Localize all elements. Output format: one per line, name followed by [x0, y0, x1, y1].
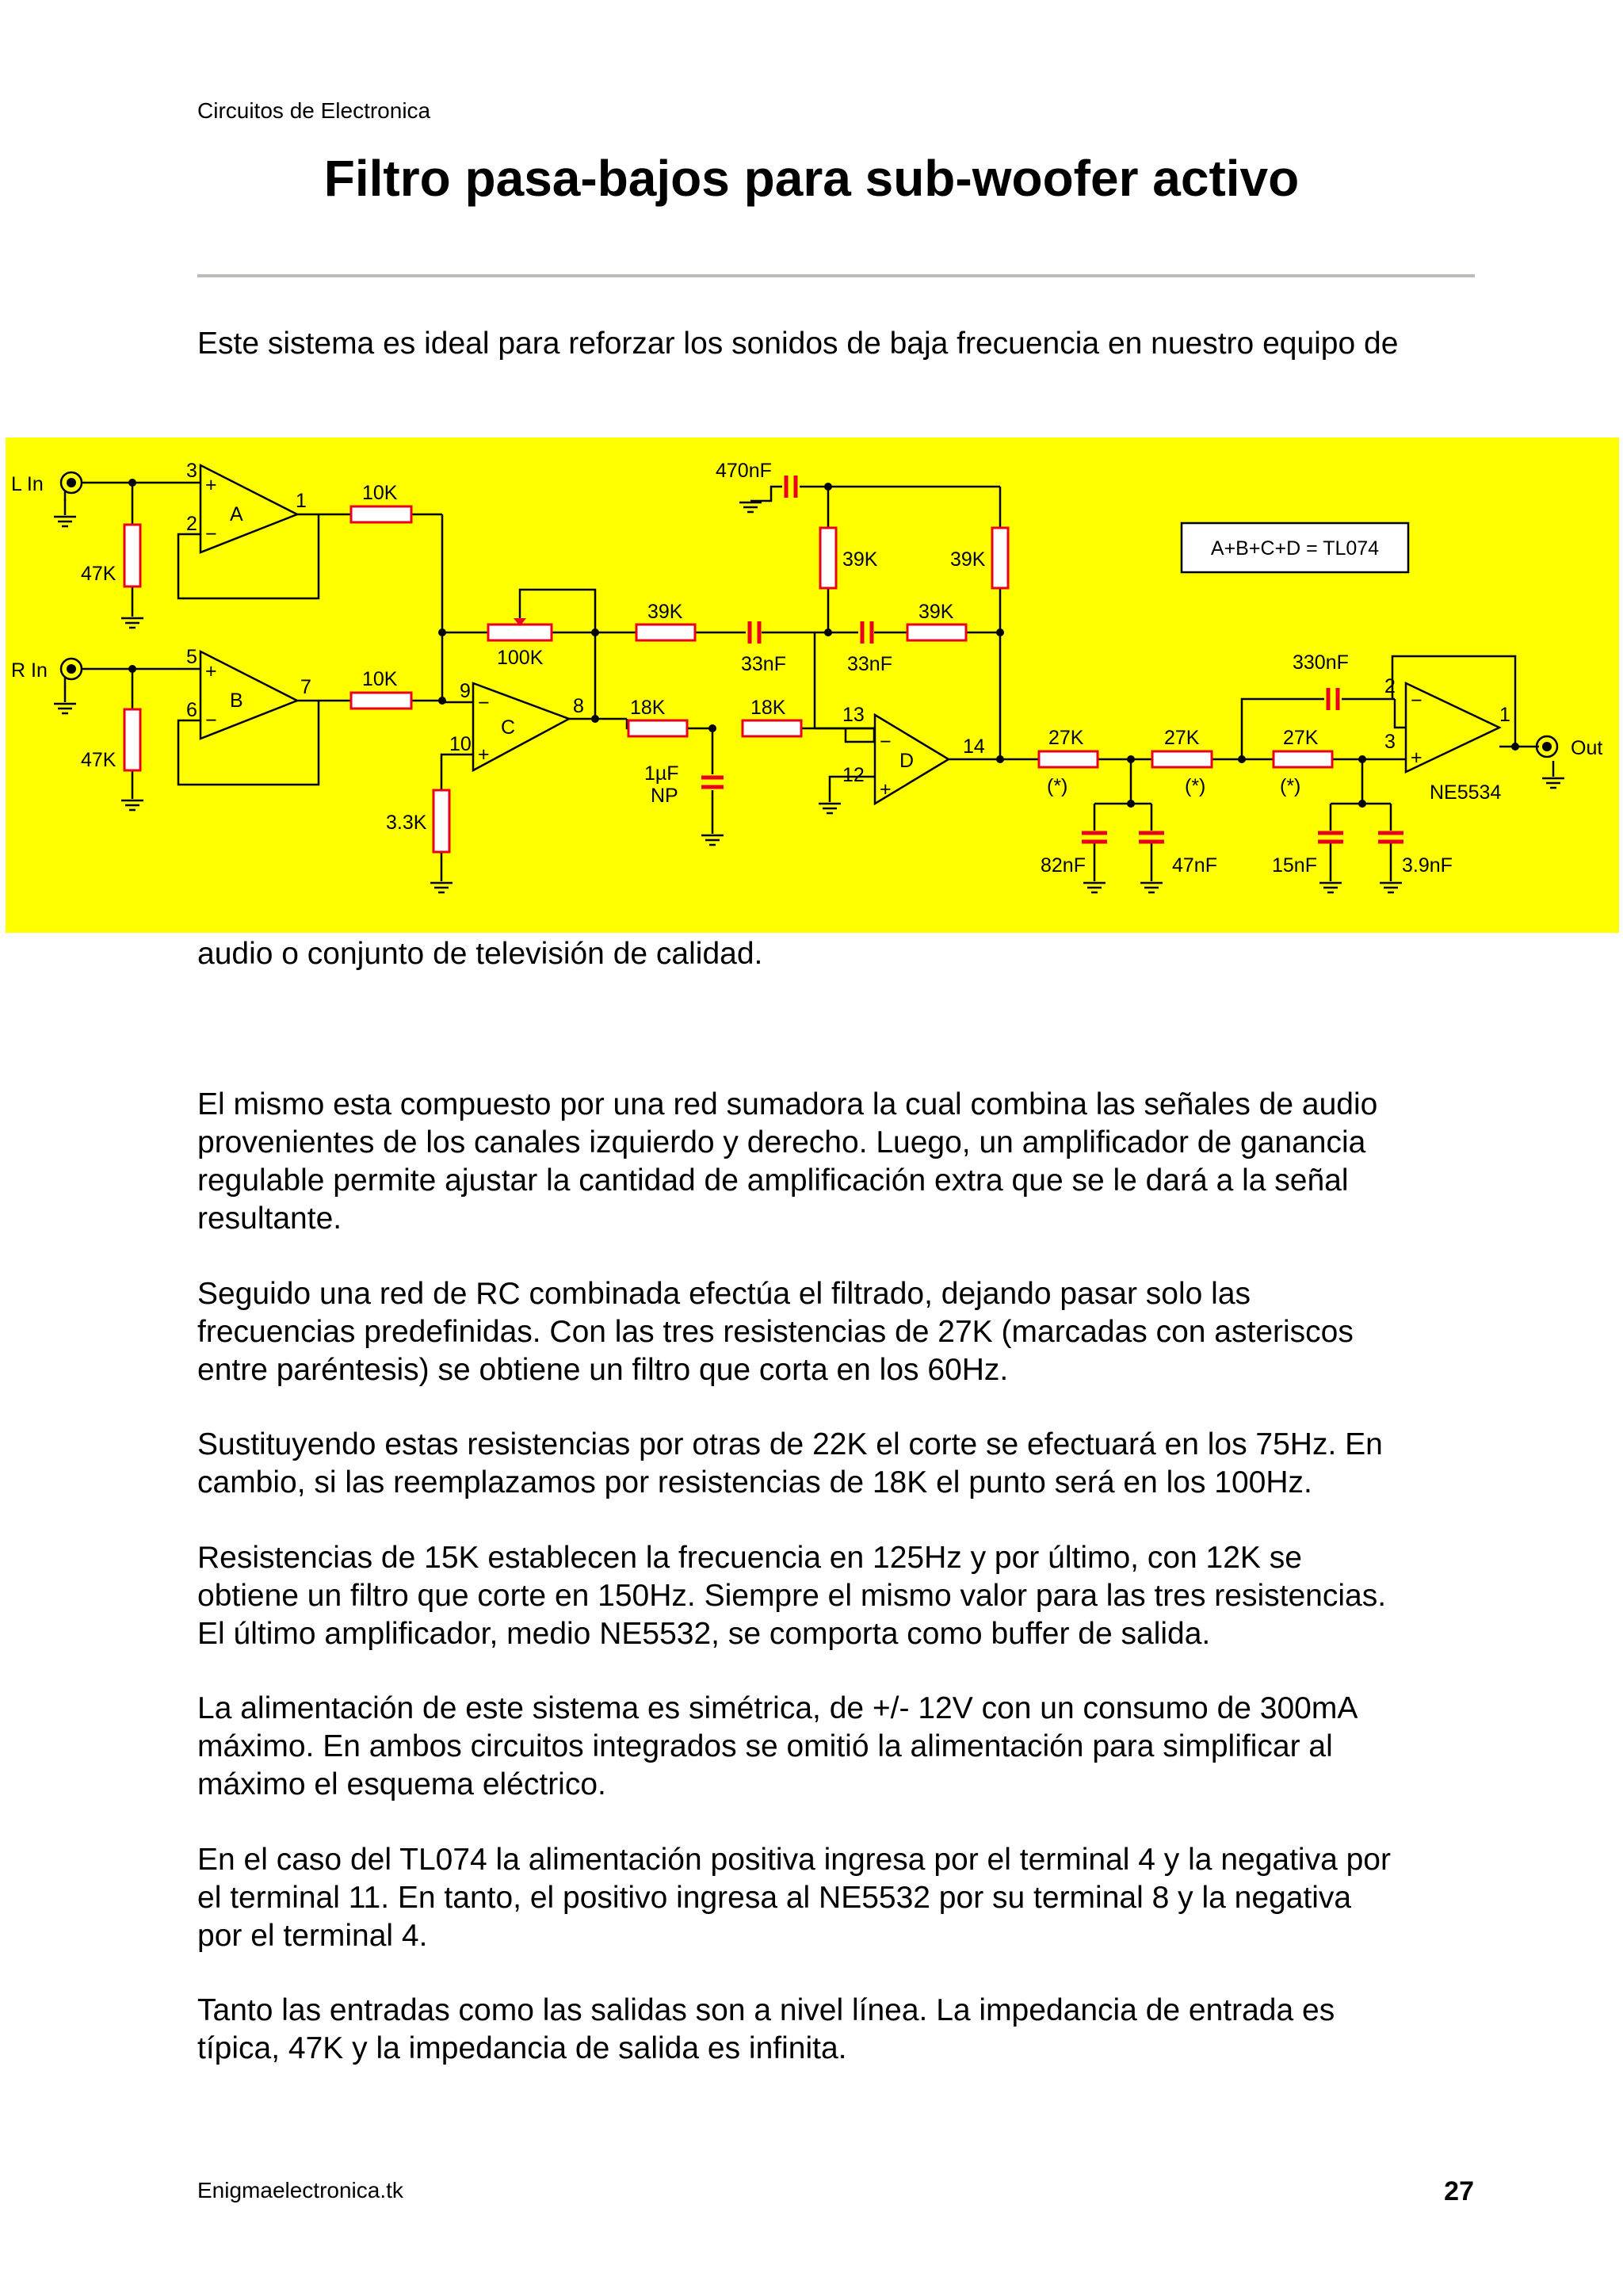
value-15nf: 15nF — [1272, 854, 1317, 877]
p4-line-3: El último amplificador, medio NE5532, se comporta como buffer de salida. — [197, 1617, 1211, 1651]
value-27k-3: 27K — [1283, 727, 1319, 749]
asterisk-1: (*) — [1047, 775, 1068, 797]
input-right-jack-icon — [61, 659, 82, 687]
value-10k-b: 10K — [362, 668, 398, 690]
p3-line-2: cambio, si las reemplazamos por resistencias de 18K el punto será en los 100Hz. — [197, 1465, 1312, 1499]
value-1uf: 1µF — [644, 762, 679, 785]
label-out: Out — [1571, 737, 1603, 759]
pin-c-8: 8 — [573, 695, 584, 717]
resistor-18k-2 — [743, 720, 801, 736]
value-3-9nf: 3.9nF — [1402, 854, 1453, 877]
pin-e-2: 2 — [1384, 675, 1396, 697]
resistor-18k-1 — [628, 720, 687, 736]
pin-b-7: 7 — [300, 676, 311, 698]
p2-line-2: frecuencias predefinidas. Con las tres resistencias de 27K (marcadas con asteriscos — [197, 1315, 1354, 1349]
intro-text: Este sistema es ideal para reforzar los sonidos de baja frecuencia en nuestro equipo de — [197, 327, 1399, 361]
asterisk-2: (*) — [1185, 775, 1206, 797]
pin-a-3: 3 — [186, 460, 197, 482]
resistor-27k-1 — [1039, 751, 1098, 767]
value-470nf: 470nF — [716, 460, 772, 482]
opamp-d-minus: − — [880, 731, 892, 753]
running-header: Circuitos de Electronica — [197, 98, 431, 123]
capacitor-33nf-2 — [862, 621, 872, 644]
pin-a-1: 1 — [296, 490, 307, 512]
paragraph-3 — [197, 1426, 1497, 1502]
resistor-39k-v1 — [820, 528, 836, 588]
value-3-3k: 3.3K — [386, 812, 427, 834]
value-82nf: 82nF — [1041, 854, 1086, 877]
page-number: 27 — [1444, 2176, 1474, 2206]
opamp-e-minus: − — [1411, 690, 1423, 712]
value-18k-2: 18K — [750, 697, 786, 719]
input-left-jack-icon — [61, 472, 82, 501]
output-jack-icon — [1537, 736, 1557, 757]
resistor-27k-2 — [1152, 751, 1212, 767]
pin-c-9: 9 — [460, 680, 471, 702]
value-39k-v1: 39K — [842, 548, 878, 571]
label-right-in: R In — [11, 659, 48, 682]
p4-line-2: obtiene un filtro que corte en 150Hz. Siempre el mismo valor para las tres resistencias. — [197, 1579, 1387, 1613]
paragraph-1 — [197, 1086, 1497, 1238]
intro-text-continued: audio o conjunto de televisión de calidad. — [197, 937, 763, 971]
value-39k-2: 39K — [918, 601, 954, 623]
opamp-b-minus: − — [205, 709, 217, 732]
pin-d-14: 14 — [963, 735, 985, 758]
opamp-b-label: B — [230, 690, 243, 712]
opamp-c-minus: − — [478, 692, 490, 714]
capacitor-330nf — [1328, 688, 1338, 710]
value-47nf: 47nF — [1172, 854, 1217, 877]
opamp-b-plus: + — [205, 660, 217, 682]
potentiometer-100k — [488, 625, 552, 640]
opamp-c-plus: + — [478, 743, 490, 766]
pin-d-13: 13 — [842, 704, 865, 726]
p7-line-1: Tanto las entradas como las salidas son a nivel línea. La impedancia de entrada es — [197, 1993, 1335, 2027]
resistor-10k-b — [351, 693, 411, 709]
value-39k-v2: 39K — [950, 548, 986, 571]
value-47k-left: 47K — [81, 563, 116, 585]
value-33nf-1: 33nF — [741, 653, 786, 675]
value-27k-2: 27K — [1164, 727, 1200, 749]
asterisk-3: (*) — [1280, 775, 1301, 797]
page-title: Filtro pasa-bajos para sub-woofer activo — [323, 150, 1300, 207]
resistor-39k-v2 — [992, 528, 1008, 588]
title-divider — [197, 274, 1475, 277]
p1-line-2: provenientes de los canales izquierdo y derecho. Luego, un amplificador de ganancia — [197, 1125, 1366, 1159]
p5-line-1: La alimentación de este sistema es simétrica, de +/- 12V con un consumo de 300mA — [197, 1691, 1358, 1725]
paragraph-6 — [197, 1841, 1497, 1955]
pin-a-2: 2 — [186, 513, 197, 535]
paragraph-7 — [197, 1992, 1497, 2068]
pin-e-1: 1 — [1499, 704, 1510, 726]
opamp-d-plus: + — [880, 778, 892, 800]
capacitor-3-9nf — [1378, 833, 1403, 842]
p2-line-1: Seguido una red de RC combinada efectúa el filtrado, dejando pasar solo las — [197, 1277, 1251, 1311]
label-left-in: L In — [11, 473, 44, 495]
p2-line-3: entre paréntesis) se obtiene un filtro que corta en los 60Hz. — [197, 1353, 1009, 1387]
resistor-47k-left — [124, 525, 140, 586]
p1-line-4: resultante. — [197, 1201, 342, 1236]
p7-line-2: típica, 47K y la impedancia de salida es infinita. — [197, 2031, 847, 2065]
value-18k-1: 18K — [630, 697, 666, 719]
opamp-a-label: A — [230, 503, 243, 525]
value-27k-1: 27K — [1048, 727, 1084, 749]
capacitor-470nf — [786, 476, 796, 498]
footer-site: Enigmaelectronica.tk — [197, 2178, 403, 2202]
pin-d-12: 12 — [842, 764, 865, 786]
p6-line-1: En el caso del TL074 la alimentación positiva ingresa por el terminal 4 y la negativa por — [197, 1843, 1391, 1877]
pin-b-5: 5 — [186, 646, 197, 668]
resistor-39k-1 — [636, 625, 695, 640]
opamp-a-minus: − — [205, 523, 217, 545]
value-1uf-type: NP — [651, 785, 678, 807]
capacitor-1uf — [701, 777, 724, 787]
p1-line-3: regulable permite ajustar la cantidad de amplificación extra que se le dará a la señal — [197, 1163, 1349, 1198]
value-10k-a: 10K — [362, 482, 398, 504]
schematic-drawing — [6, 437, 1619, 933]
paragraph-5 — [197, 1690, 1497, 1804]
p5-line-3: máximo el esquema eléctrico. — [197, 1767, 606, 1801]
value-33nf-2: 33nF — [847, 653, 892, 675]
opamp-ne5534-label: NE5534 — [1430, 781, 1502, 804]
resistor-10k-a — [351, 506, 411, 522]
paragraph-2 — [197, 1275, 1497, 1389]
p5-line-2: máximo. En ambos circuitos integrados se omitió la alimentación para simplificar al — [197, 1729, 1333, 1763]
resistor-39k-2 — [907, 625, 966, 640]
resistor-47k-right — [124, 709, 140, 770]
p6-line-2: el terminal 11. En tanto, el positivo ingresa al NE5532 por su terminal 8 y la negativa — [197, 1881, 1352, 1915]
circuit-schematic — [6, 437, 1619, 933]
pin-e-3: 3 — [1384, 731, 1396, 753]
resistor-27k-3 — [1274, 751, 1332, 767]
p6-line-3: por el terminal 4. — [197, 1919, 428, 1953]
p4-line-1: Resistencias de 15K establecen la frecuencia en 125Hz y por último, con 12K se — [197, 1541, 1302, 1575]
paragraph-4 — [197, 1539, 1497, 1653]
p1-line-1: El mismo esta compuesto por una red sumadora la cual combina las señales de audio — [197, 1087, 1378, 1121]
pin-b-6: 6 — [186, 699, 197, 721]
opamp-e-plus: + — [1411, 747, 1423, 769]
value-330nf: 330nF — [1293, 651, 1349, 674]
capacitor-15nf — [1318, 833, 1343, 842]
legend-text: A+B+C+D = TL074 — [1210, 537, 1380, 560]
pin-c-10: 10 — [449, 733, 472, 755]
capacitor-82nf — [1082, 833, 1107, 842]
capacitor-47nf — [1139, 833, 1164, 842]
p3-line-1: Sustituyendo estas resistencias por otras de 22K el corte se efectuará en los 75Hz. En — [197, 1427, 1383, 1461]
value-47k-right: 47K — [81, 749, 116, 771]
opamp-c-label: C — [501, 716, 516, 739]
value-39k-1: 39K — [647, 601, 683, 623]
opamp-a-plus: + — [205, 474, 217, 496]
value-pot-100k: 100K — [497, 647, 544, 669]
opamp-d-label: D — [899, 750, 915, 772]
capacitor-33nf-1 — [750, 621, 759, 644]
resistor-3-3k — [433, 790, 449, 852]
